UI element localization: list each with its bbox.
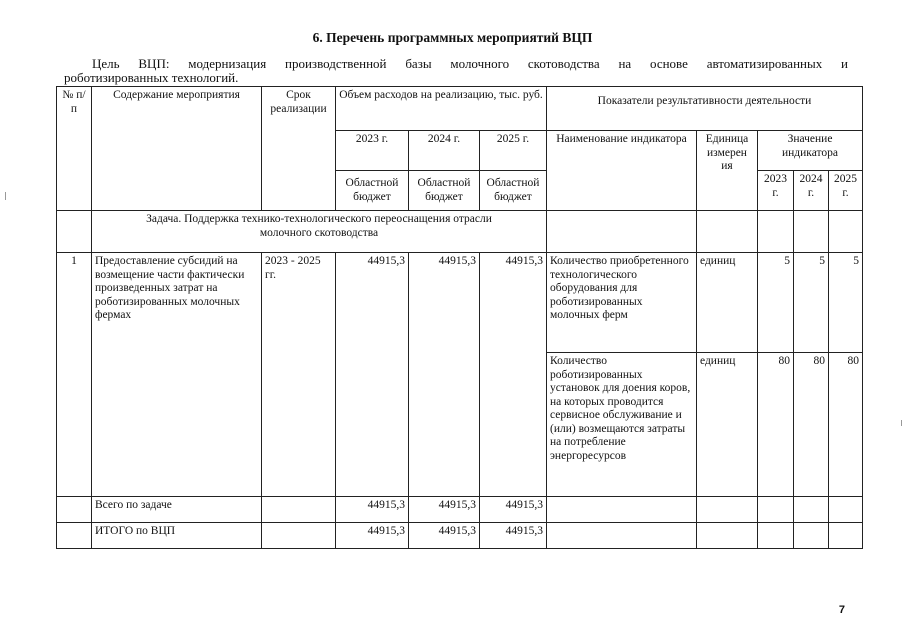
task-label: Задача. Поддержка технико-технологического переоснащения отрасли молочного скотоводства (92, 211, 547, 253)
total-task-v2-cell (794, 497, 829, 523)
table-row (57, 253, 863, 353)
page-number: 7 (838, 604, 845, 616)
total-vcp-amount-2023: 44915,3 (336, 523, 409, 549)
task-v3-cell (829, 211, 863, 253)
total-task-unit-cell (697, 497, 758, 523)
goal-paragraph (64, 57, 848, 85)
header-expenses: Объем расходов на реализацию, тыс. руб. (336, 87, 547, 131)
total-vcp-row (57, 523, 863, 549)
row-content: Предоставление субсидий на возмещение части фактически произведенных затрат на роботизированных молочных фермах (92, 253, 262, 497)
indicator-2-value-2024: 80 (794, 353, 829, 497)
total-task-amount-2025: 44915,3 (480, 497, 547, 523)
indicator-1-value-2024: 5 (794, 253, 829, 353)
header-year-2024: 2024 г. (409, 131, 480, 171)
row-amount-2024: 44915,3 (409, 253, 480, 497)
total-task-amount-2024: 44915,3 (409, 497, 480, 523)
indicator-1-name: Количество приобретенного технологического оборудования для роботизированных молочных ферм (547, 253, 697, 353)
total-vcp-v2-cell (794, 523, 829, 549)
header-year-2023: 2023 г. (336, 131, 409, 171)
header-budget-2025: Областной бюджет (480, 171, 547, 211)
total-vcp-unit-cell (697, 523, 758, 549)
header-value-2023: 2023 г. (758, 171, 794, 211)
header-indicator-name: Наименование индикатора (547, 131, 697, 211)
indicator-2-value-2025: 80 (829, 353, 863, 497)
goal-line-2: роботизированных технологий. (64, 70, 239, 85)
measures-table (56, 86, 863, 549)
total-vcp-indicator-cell (547, 523, 697, 549)
header-unit: Единица измерен ия (697, 131, 758, 211)
header-indicators: Показатели результативности деятельности (547, 87, 863, 131)
total-task-term-cell (262, 497, 336, 523)
row-amount-2023: 44915,3 (336, 253, 409, 497)
scan-mark-left (5, 192, 6, 200)
indicator-2-unit: единиц (697, 353, 758, 497)
indicator-2-name: Количество роботизированных установок для доения коров, на которых проводится сервисное обслуживание и (или) возмещаются затраты на потребление энергоресурсов (547, 353, 697, 497)
total-vcp-v1-cell (758, 523, 794, 549)
header-value: Значение индикатора (758, 131, 863, 171)
total-vcp-label: ИТОГО по ВЦП (92, 523, 262, 549)
goal-line-1: Цель ВЦП: модернизация производственной базы молочного скотоводства на основе автоматизированных и (92, 56, 848, 71)
task-v2-cell (794, 211, 829, 253)
header-num: № п/п (57, 87, 92, 211)
header-budget-2024: Областной бюджет (409, 171, 480, 211)
task-v1-cell (758, 211, 794, 253)
total-task-row (57, 497, 863, 523)
task-unit-cell (697, 211, 758, 253)
header-row-1 (57, 87, 863, 131)
row-amount-2025: 44915,3 (480, 253, 547, 497)
total-vcp-amount-2025: 44915,3 (480, 523, 547, 549)
total-vcp-term-cell (262, 523, 336, 549)
total-task-v1-cell (758, 497, 794, 523)
indicator-1-value-2025: 5 (829, 253, 863, 353)
header-content: Содержание мероприятия (92, 87, 262, 211)
total-task-amount-2023: 44915,3 (336, 497, 409, 523)
total-vcp-amount-2024: 44915,3 (409, 523, 480, 549)
indicator-1-value-2023: 5 (758, 253, 794, 353)
header-term: Срок реализации (262, 87, 336, 211)
row-term: 2023 - 2025 гг. (262, 253, 336, 497)
page-title: 6. Перечень программных мероприятий ВЦП (312, 30, 593, 45)
total-task-indicator-cell (547, 497, 697, 523)
header-value-2025: 2025 г. (829, 171, 863, 211)
scan-mark-right (901, 420, 902, 426)
header-value-2024: 2024 г. (794, 171, 829, 211)
task-num-cell (57, 211, 92, 253)
header-year-2025: 2025 г. (480, 131, 547, 171)
indicator-2-value-2023: 80 (758, 353, 794, 497)
row-num: 1 (57, 253, 92, 497)
total-task-v3-cell (829, 497, 863, 523)
indicator-1-unit: единиц (697, 253, 758, 353)
total-vcp-v3-cell (829, 523, 863, 549)
task-indicator-cell (547, 211, 697, 253)
total-task-num-cell (57, 497, 92, 523)
header-budget-2023: Областной бюджет (336, 171, 409, 211)
total-task-label: Всего по задаче (92, 497, 262, 523)
task-row (57, 211, 863, 253)
total-vcp-num-cell (57, 523, 92, 549)
